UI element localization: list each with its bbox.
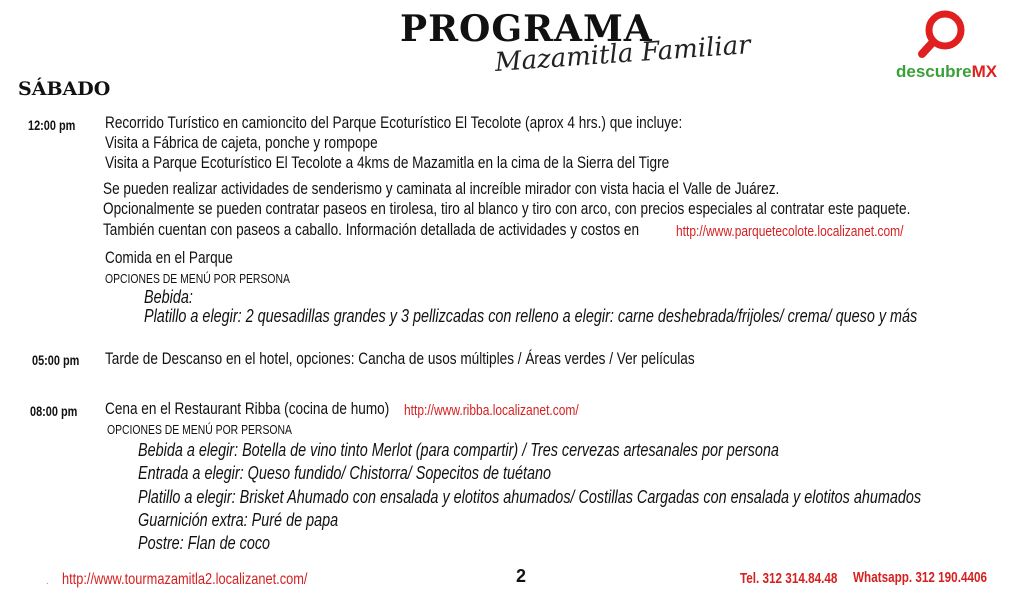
menu-item: Entrada a elegir: Queso fundido/ Chistorra/ Sopecitos de tuétano [138, 463, 552, 483]
menu-item: Guarnición extra: Puré de papa [138, 510, 339, 530]
schedule-line: Tarde de Descanso en el hotel, opciones: Cancha de usos múltiples / Áreas verdes / Ver películas [105, 349, 695, 368]
schedule-line: Se pueden realizar actividades de senderismo y caminata al increíble mirador con vista hacia el Valle de Juárez. [103, 179, 780, 198]
menu-heading: OPCIONES DE MENÚ POR PERSONA [105, 271, 290, 286]
menu-item: Postre: Flan de coco [138, 533, 271, 553]
logo-text [896, 62, 997, 82]
menu-item: Platillo a elegir: Brisket Ahumado con ensalada y elotitos ahumados/ Costillas Cargadas con ensalada y elotitos ahumados [138, 487, 922, 507]
schedule-line: Visita a Fábrica de cajeta, ponche y rompope [105, 133, 378, 152]
whatsapp-number: Whatsapp. 312 190.4406 [853, 569, 987, 586]
ribba-link[interactable]: http://www.ribba.localizanet.com/ [404, 402, 579, 419]
page-subtitle: Mazamitla Familiar [493, 30, 752, 78]
parque-tecolote-link[interactable]: http://www.parquetecolote.localizanet.com/ [676, 223, 904, 240]
menu-item: Platillo a elegir: 2 quesadillas grandes y 3 pellizcadas con relleno a elegir: carne deshebrada/frijoles/ crema/ queso y más [144, 306, 918, 326]
time-label: 12:00 pm [28, 117, 76, 133]
schedule-line: Opcionalmente se pueden contratar paseos en tirolesa, tiro al blanco y tiro con arco, con precios especiales al contratar este paquete. [103, 199, 911, 218]
page-number: 2 [516, 566, 527, 586]
page-title: PROGRAMA [400, 8, 653, 50]
logo-main-text: descubre [896, 62, 972, 81]
footer-website-link[interactable]: http://www.tourmazamitla2.localizanet.com/ [62, 571, 308, 588]
time-label: 05:00 pm [32, 352, 80, 368]
schedule-line: Recorrido Turístico en camioncito del Parque Ecoturístico El Tecolote (aprox 4 hrs.) que incluye: [105, 113, 683, 132]
menu-heading: OPCIONES DE MENÚ POR PERSONA [107, 422, 292, 437]
logo-suffix-text: MX [971, 62, 998, 81]
menu-item: Bebida: [144, 287, 193, 307]
meal-title: Comida en el Parque [105, 248, 233, 267]
footer-dot: . [46, 576, 49, 587]
schedule-line: Visita a Parque Ecoturístico El Tecolote a 4kms de Mazamitla en la cima de la Sierra del Tigre [105, 153, 670, 172]
menu-item: Bebida a elegir: Botella de vino tinto Merlot (para compartir) / Tres cervezas artesanales por persona [138, 440, 779, 460]
day-heading: SÁBADO [18, 78, 111, 100]
magnifier-icon [912, 10, 972, 62]
schedule-line: También cuentan con paseos a caballo. Información detallada de actividades y costos en [103, 220, 640, 239]
descubre-mx-logo [894, 10, 998, 82]
phone-number: Tel. 312 314.84.48 [740, 570, 838, 587]
schedule-line: Cena en el Restaurant Ribba (cocina de humo) [105, 399, 390, 418]
time-label: 08:00 pm [30, 403, 78, 419]
